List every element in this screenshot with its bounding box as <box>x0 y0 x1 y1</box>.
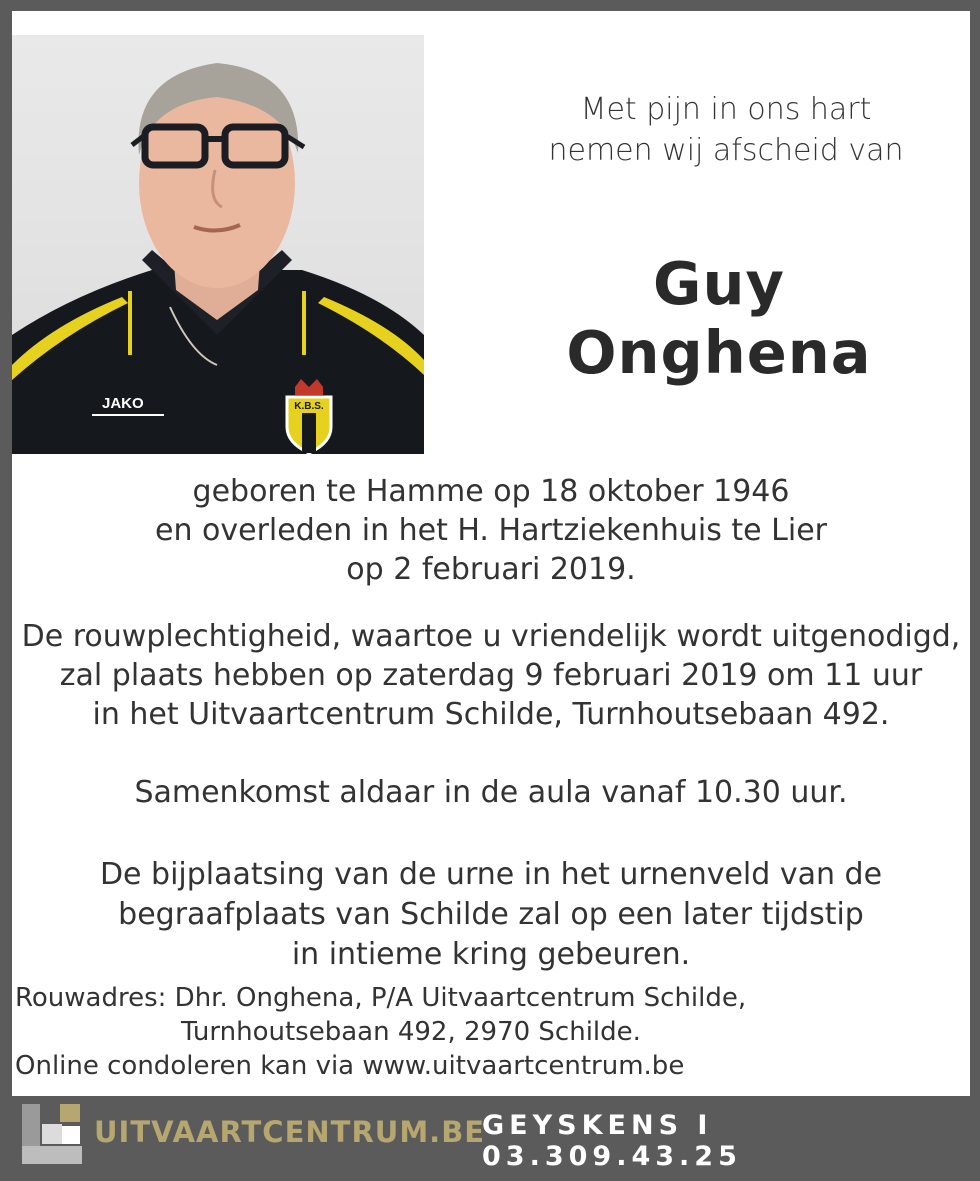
portrait-photo <box>12 35 424 454</box>
footer-bar <box>0 1098 980 1181</box>
address-line-2: Turnhoutsebaan 492, 2970 Schilde. <box>181 1017 641 1047</box>
death-date-line: op 2 februari 2019. <box>346 552 636 587</box>
deceased-name: Guy Onghena <box>566 249 872 387</box>
shirt-brand-label: JAKO <box>102 395 144 412</box>
death-place-line: en overleden in het H. Hartziekenhuis te Lier <box>155 513 827 548</box>
intro-text <box>512 89 940 171</box>
ceremony-line-2: zal plaats hebben op zaterdag 9 februari 2019 om 11 uur <box>59 658 923 693</box>
intro-line-1: Met pijn in ons hart <box>580 92 872 127</box>
address-line-1: Rouwadres: Dhr. Onghena, P/A Uitvaartcentrum Schilde, <box>15 983 747 1013</box>
online-condolence-line: Online condoleren kan via www.uitvaartcentrum.be <box>15 1051 685 1081</box>
intro-line-2: nemen wij afscheid van <box>548 133 904 168</box>
ceremony-info <box>12 617 970 734</box>
ceremony-line-3: in het Uitvaartcentrum Schilde, Turnhoutsebaan 492. <box>92 697 890 732</box>
portrait-illustration <box>12 35 424 454</box>
gathering-info: Samenkomst aldaar in de aula vanaf 10.30 uur. <box>134 775 848 810</box>
obituary-card <box>12 11 970 1096</box>
urn-line-2: begraafplaats van Schilde zal op een later tijdstip <box>118 897 864 932</box>
birth-death-info <box>12 472 970 589</box>
footer-contact: GEYSKENS I 03.309.43.25 <box>482 1110 742 1172</box>
urn-info <box>12 855 970 975</box>
mourning-address <box>15 981 746 1083</box>
footer-brand: UITVAARTCENTRUM.BE <box>94 1115 486 1149</box>
birth-line: geboren te Hamme op 18 oktober 1946 <box>192 474 790 509</box>
club-crest-text: K.B.S. <box>294 401 324 412</box>
logo-icon <box>22 1104 82 1164</box>
urn-line-1: De bijplaatsing van de urne in het urnenveld van de <box>99 857 883 892</box>
urn-line-3: in intieme kring gebeuren. <box>291 937 691 972</box>
ceremony-line-1: De rouwplechtigheid, waartoe u vriendelijk wordt uitgenodigd, <box>21 619 961 654</box>
